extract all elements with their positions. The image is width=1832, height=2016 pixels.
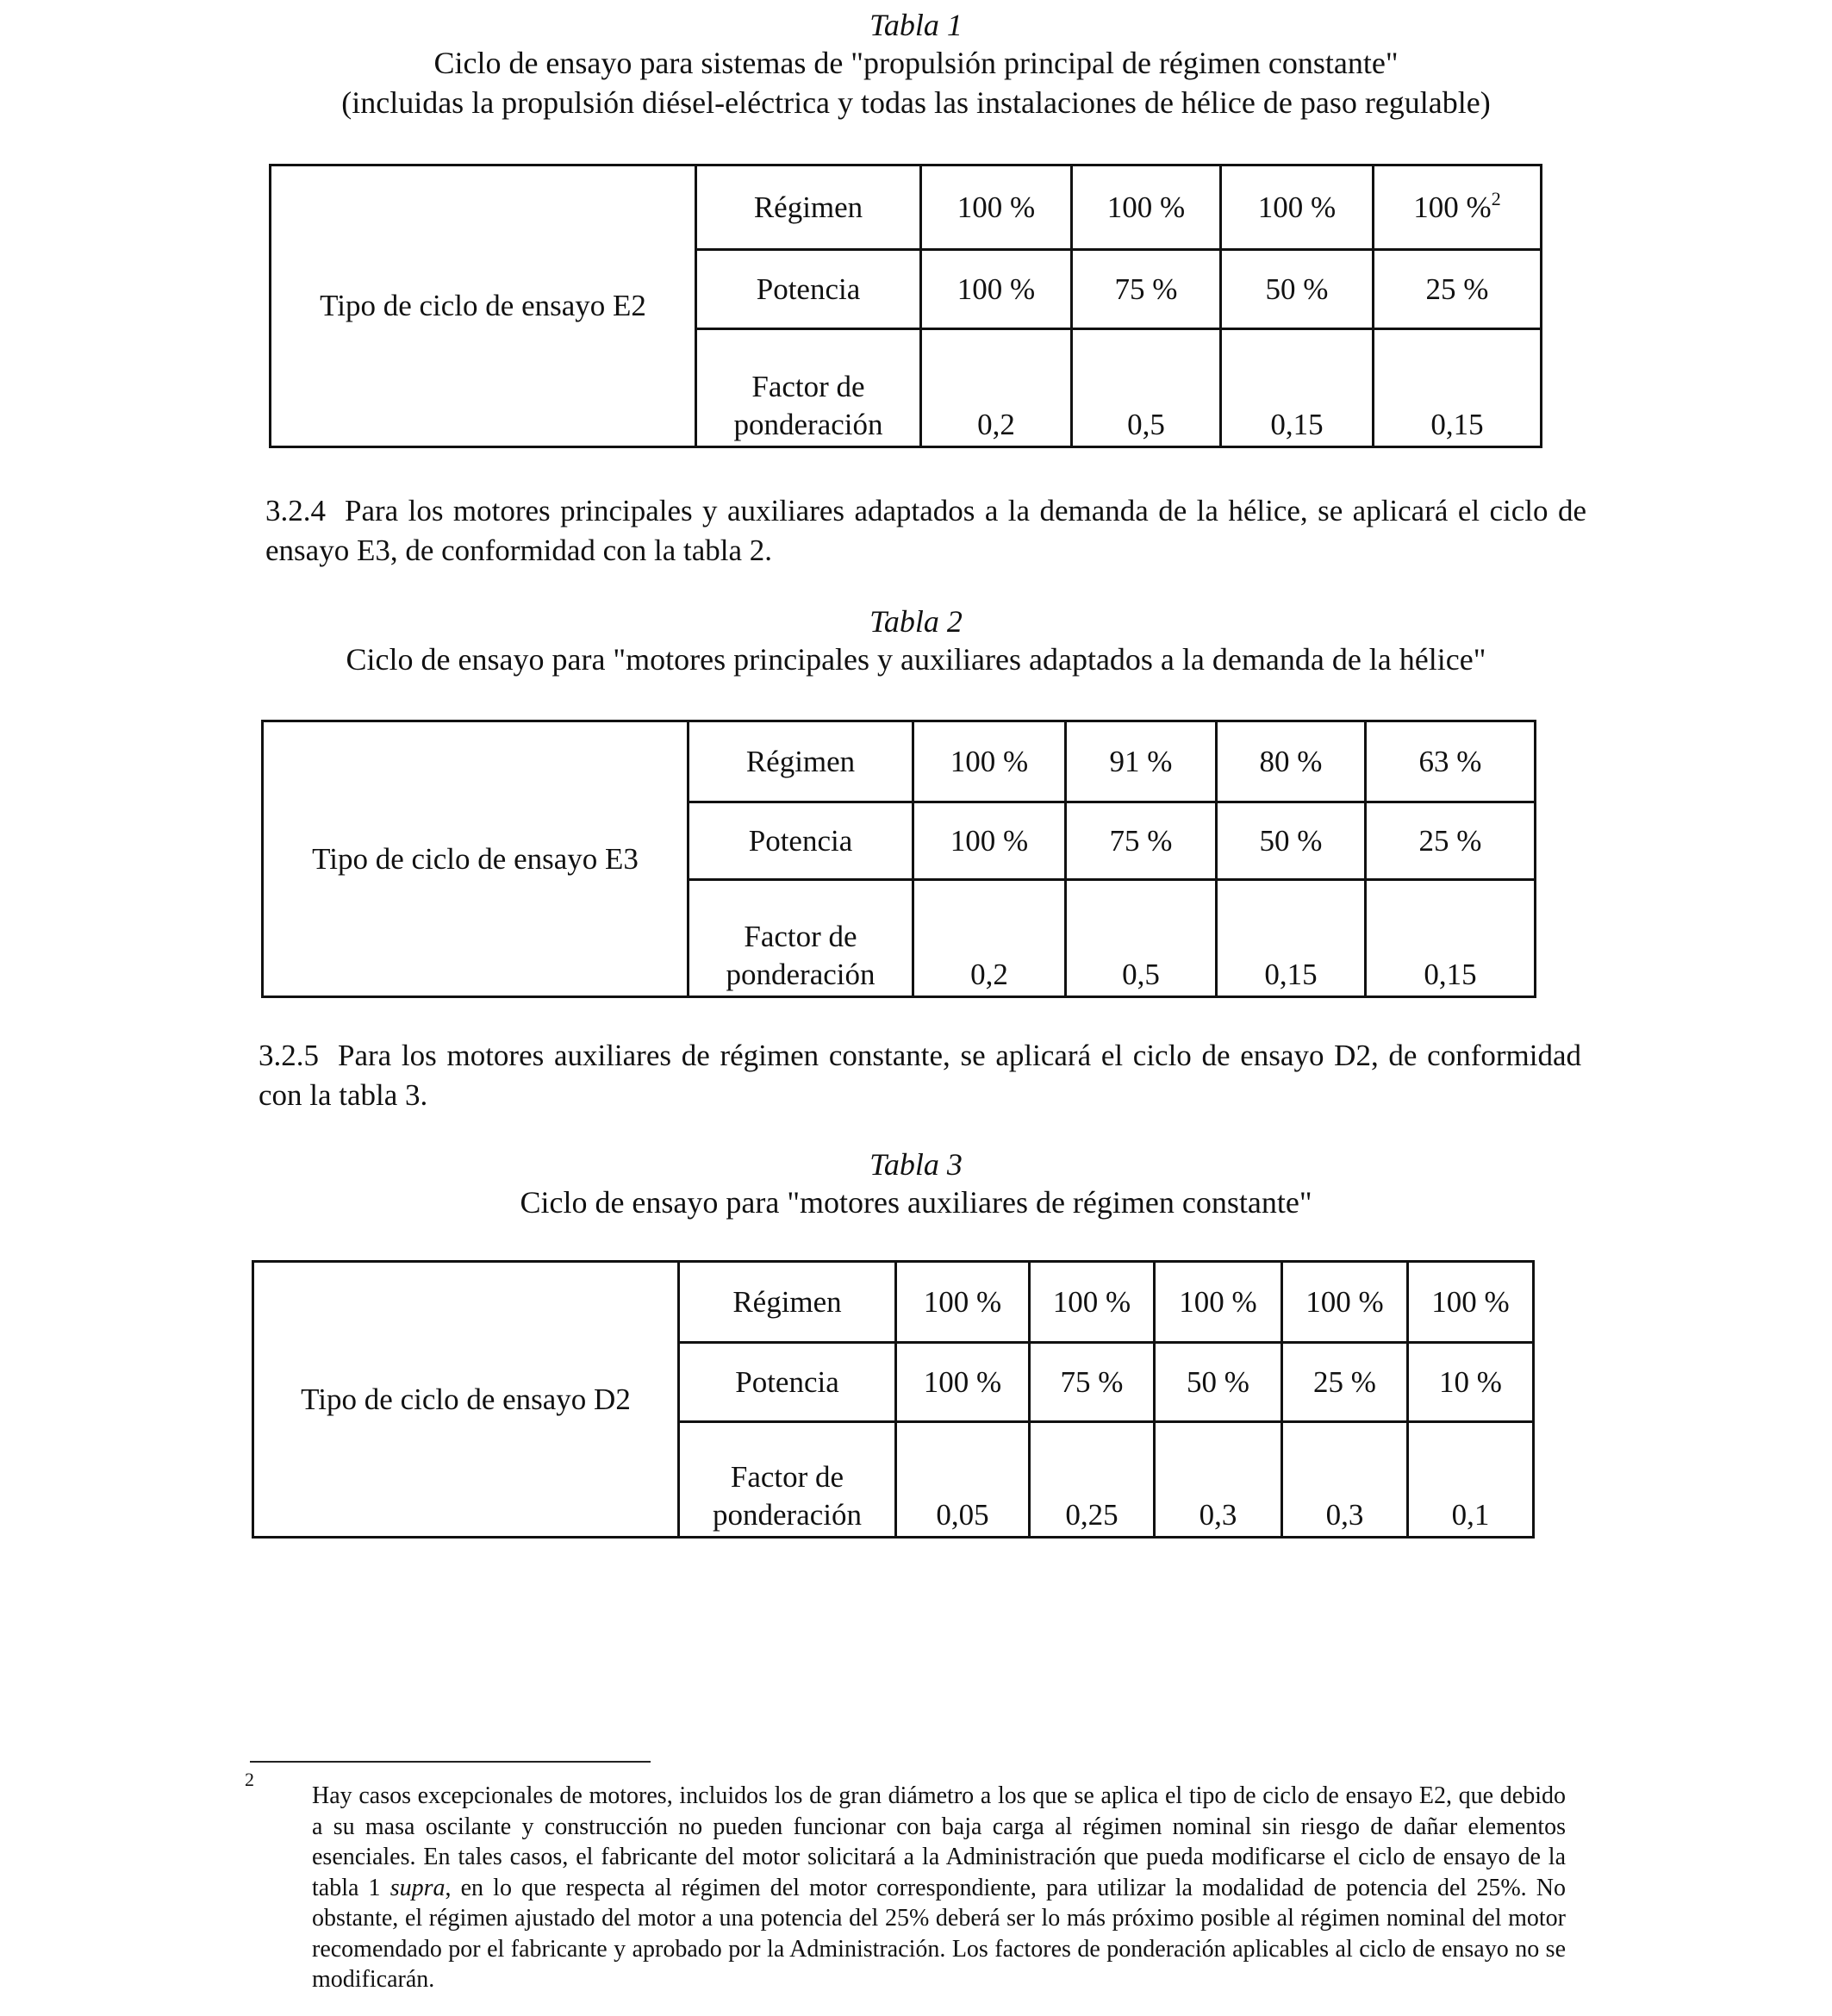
table2-weight-cell: 0,5 [1066, 880, 1217, 997]
paragraph-3-2-5 [259, 1036, 1581, 1115]
table2-speed-cell: 80 % [1217, 721, 1366, 802]
table1-speed-cell: 100 % [921, 165, 1072, 250]
table1-speed-cell [1374, 165, 1542, 250]
table2-speed-cell: 63 % [1366, 721, 1536, 802]
table1-speed-cell: 100 % [1072, 165, 1221, 250]
table2-subtitle-line1: Ciclo de ensayo para "motores principales y auxiliares adaptados a la demanda de la hélice" [346, 642, 1486, 677]
table1-caption [0, 7, 1832, 122]
table3-power-cell: 50 % [1155, 1343, 1282, 1422]
table2-power-cell: 50 % [1217, 802, 1366, 880]
footnote-mark: 2 [245, 1769, 254, 1790]
table3-weight-cell: 0,05 [896, 1422, 1030, 1538]
paragraph-3-2-4 [265, 491, 1586, 571]
table1-speed-label: Régimen [696, 165, 921, 250]
table3-speed-cell: 100 % [1408, 1262, 1534, 1343]
table3-caption [0, 1146, 1832, 1222]
table3-factor-label [679, 1422, 896, 1538]
table1-power-label: Potencia [696, 250, 921, 329]
table2 [261, 720, 1536, 998]
table3-power-cell: 100 % [896, 1343, 1030, 1422]
table2-weight-cell: 0,15 [1366, 880, 1536, 997]
table3-weight-cell: 0,3 [1282, 1422, 1408, 1538]
table3-type-label: Tipo de ciclo de ensayo D2 [253, 1262, 679, 1538]
table3 [252, 1260, 1535, 1539]
table2-power-cell: 75 % [1066, 802, 1217, 880]
table1-weight-cell: 0,15 [1374, 329, 1542, 447]
table3-subtitle-line1: Ciclo de ensayo para "motores auxiliares de régimen constante" [520, 1185, 1312, 1220]
table1-speed-cell: 100 % [1221, 165, 1374, 250]
table2-weight-cell: 0,15 [1217, 880, 1366, 997]
table1-factor-line2: ponderación [733, 408, 883, 441]
table1-subtitle-line1: Ciclo de ensayo para sistemas de "propulsión principal de régimen constante" [433, 46, 1399, 80]
table1 [269, 164, 1542, 448]
table3-speed-cell: 100 % [1155, 1262, 1282, 1343]
table2-speed-label: Régimen [689, 721, 913, 802]
paragraph-number: 3.2.5 [259, 1039, 319, 1072]
table1-power-cell: 100 % [921, 250, 1072, 329]
table1-factor-label [696, 329, 921, 447]
table1-power-cell: 75 % [1072, 250, 1221, 329]
table1-weight-cell: 0,5 [1072, 329, 1221, 447]
footnote-separator [250, 1761, 651, 1763]
footnote-text [312, 1781, 1566, 1995]
paragraph-number: 3.2.4 [265, 494, 326, 527]
footnote-reference: 2 [1491, 187, 1501, 209]
table1-factor-line1: Factor de [751, 370, 865, 403]
table3-power-cell: 75 % [1030, 1343, 1155, 1422]
table2-weight-cell: 0,2 [913, 880, 1066, 997]
table1-weight-cell: 0,2 [921, 329, 1072, 447]
table1-speed-value: 100 % [1413, 190, 1492, 224]
table1-power-cell: 25 % [1374, 250, 1542, 329]
paragraph-text: Para los motores auxiliares de régimen constante, se aplicará el ciclo de ensayo D2, de conformidad con la tabla 3. [259, 1039, 1581, 1112]
table2-power-cell: 25 % [1366, 802, 1536, 880]
table2-label: Tabla 2 [869, 604, 963, 639]
table1-label: Tabla 1 [869, 8, 963, 42]
table3-power-label: Potencia [679, 1343, 896, 1422]
footnote-text-italic: supra [389, 1874, 446, 1901]
table3-speed-cell: 100 % [896, 1262, 1030, 1343]
table1-subtitle-line2: (incluidas la propulsión diésel-eléctrica y todas las instalaciones de hélice de paso regulable) [341, 85, 1491, 120]
table3-weight-cell: 0,25 [1030, 1422, 1155, 1538]
table3-speed-label: Régimen [679, 1262, 896, 1343]
table3-speed-cell: 100 % [1030, 1262, 1155, 1343]
table2-type-label: Tipo de ciclo de ensayo E3 [263, 721, 689, 997]
table2-speed-cell: 100 % [913, 721, 1066, 802]
table2-speed-cell: 91 % [1066, 721, 1217, 802]
footnote-text-part: Hay casos excepcionales de motores, incluidos los de gran diámetro a los que se aplica el tipo de ciclo de ensayo E2, que debido a su masa oscilante y construcción no pueden funcionar con baja carga al régimen nominal sin riesgo de dañar elementos esenciales. En tales casos, el fabricante del motor solicitará a la Administración que pueda modificarse el ciclo de ensayo de la tabla 1 [312, 1782, 1566, 1901]
footnote-text-part: , en lo que respecta al régimen del motor correspondiente, para utilizar la modalidad de potencia del 25%. No obstante, el régimen ajustado del motor a una potencia del 25% deberá ser lo más próximo posible al régimen nominal del motor recomendado por el fabricante y aprobado por la Administración. Los factores de ponderación aplicables al ciclo de ensayo no se modificarán. [312, 1874, 1566, 1993]
table3-speed-cell: 100 % [1282, 1262, 1408, 1343]
table3-weight-cell: 0,3 [1155, 1422, 1282, 1538]
table3-power-cell: 25 % [1282, 1343, 1408, 1422]
table3-label: Tabla 3 [869, 1147, 963, 1182]
table2-factor-label [689, 880, 913, 997]
table3-factor-line1: Factor de [730, 1460, 844, 1494]
table2-power-label: Potencia [689, 802, 913, 880]
table3-weight-cell: 0,1 [1408, 1422, 1534, 1538]
table1-weight-cell: 0,15 [1221, 329, 1374, 447]
table2-factor-line2: ponderación [726, 958, 875, 991]
table3-power-cell: 10 % [1408, 1343, 1534, 1422]
table1-power-cell: 50 % [1221, 250, 1374, 329]
table3-factor-line2: ponderación [713, 1498, 862, 1532]
table1-type-label: Tipo de ciclo de ensayo E2 [271, 165, 696, 447]
table2-factor-line1: Factor de [744, 920, 857, 953]
table2-caption [0, 603, 1832, 679]
table2-power-cell: 100 % [913, 802, 1066, 880]
paragraph-text: Para los motores principales y auxiliares adaptados a la demanda de la hélice, se aplicará el ciclo de ensayo E3, de conformidad con la tabla 2. [265, 494, 1586, 567]
